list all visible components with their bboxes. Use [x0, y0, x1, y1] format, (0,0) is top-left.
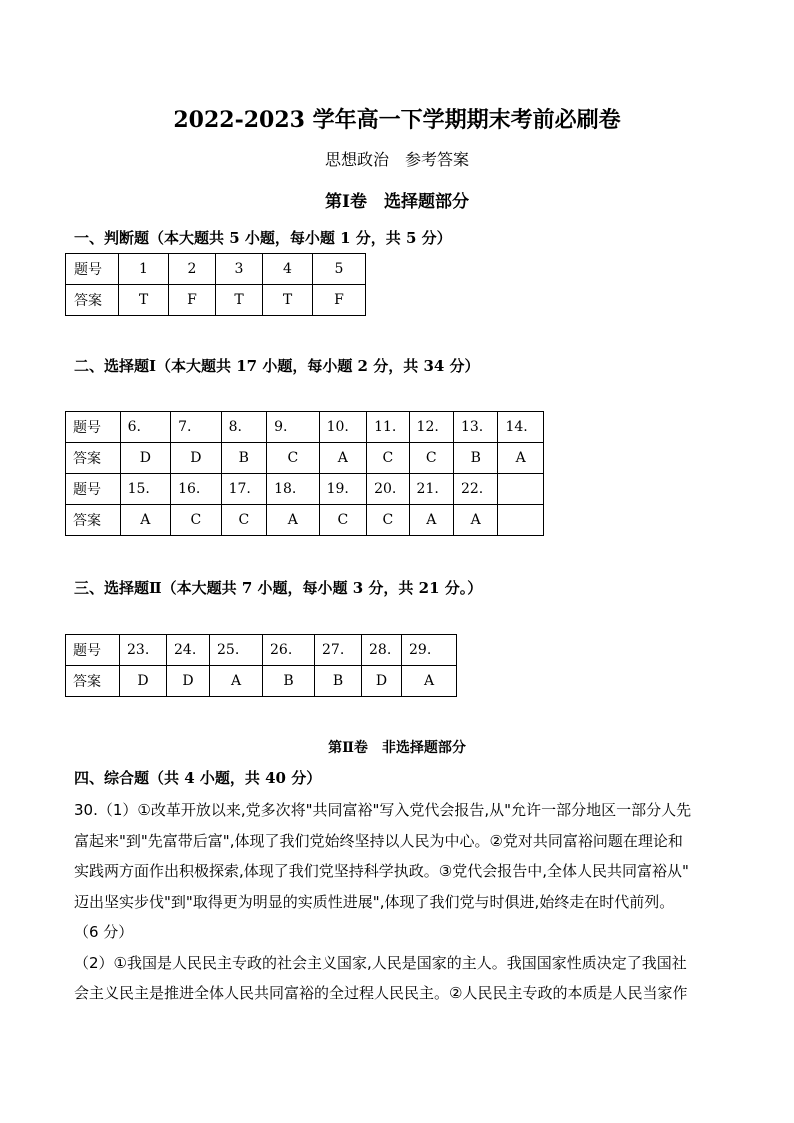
question-number: 9. — [267, 412, 320, 443]
document-subtitle: 思想政治 参考答案 — [324, 150, 469, 169]
answer-line: 会主义民主是推进全体人民共同富裕的全过程人民民主。②人民民主专政的本质是人民当家作 — [74, 984, 688, 1002]
question-number: 28. — [362, 635, 402, 666]
row-label: 答案 — [66, 285, 119, 316]
row-label: 题号 — [66, 474, 121, 505]
answer-cell: A — [319, 443, 366, 474]
question-number: 27. — [315, 635, 362, 666]
answer-cell: F — [313, 285, 366, 316]
question-number: 18. — [267, 474, 320, 505]
answer-cell — [498, 505, 544, 536]
question-number: 11. — [367, 412, 409, 443]
question-number: 7. — [171, 412, 222, 443]
answer-cell: A — [498, 443, 544, 474]
section1-heading: 一、判断题（本大题共 5 小题，每小题 1 分，共 5 分） — [74, 229, 452, 247]
answer-cell: C — [409, 443, 453, 474]
question-number: 20. — [367, 474, 409, 505]
answer-cell: B — [315, 666, 362, 697]
section3-answer-table — [65, 634, 457, 697]
answer-cell: T — [216, 285, 263, 316]
answer-cell: D — [362, 666, 402, 697]
question-number — [498, 474, 544, 505]
table-row — [66, 254, 366, 285]
answer-cell: D — [171, 443, 222, 474]
row-label: 题号 — [66, 635, 120, 666]
table-row — [66, 412, 544, 443]
section4-heading: 四、综合题（共 4 小题，共 40 分） — [74, 769, 322, 787]
answer-cell: B — [453, 443, 497, 474]
answer-cell: A — [453, 505, 497, 536]
question-number: 12. — [409, 412, 453, 443]
section2-heading: 二、选择题Ⅰ（本大题共 17 小题，每小题 2 分，共 34 分） — [74, 357, 480, 375]
question-number: 25. — [210, 635, 263, 666]
question-number: 8. — [221, 412, 266, 443]
answer-cell: F — [169, 285, 216, 316]
answer-cell: A — [402, 666, 457, 697]
answer-cell: C — [319, 505, 366, 536]
row-label: 答案 — [66, 443, 121, 474]
row-label: 题号 — [66, 412, 121, 443]
question-number: 29. — [402, 635, 457, 666]
answer-cell: D — [167, 666, 210, 697]
answer-cell: D — [120, 443, 171, 474]
answer-cell: A — [409, 505, 453, 536]
question-number: 10. — [319, 412, 366, 443]
answer-cell: A — [120, 505, 171, 536]
row-label: 答案 — [66, 666, 120, 697]
part1-title: 第Ⅰ卷 选择题部分 — [325, 192, 469, 212]
table-row — [66, 635, 457, 666]
answer-cell: B — [221, 443, 266, 474]
answer-cell: A — [210, 666, 263, 697]
section3-heading: 三、选择题Ⅱ（本大题共 7 小题，每小题 3 分，共 21 分。） — [74, 579, 483, 597]
question-number: 2 — [169, 254, 216, 285]
answer-cell: T — [263, 285, 313, 316]
question-number: 14. — [498, 412, 544, 443]
answer-cell: C — [367, 443, 409, 474]
question-number: 23. — [120, 635, 167, 666]
question-number: 22. — [453, 474, 497, 505]
document-title: 2022-2023 学年高一下学期期末考前必刷卷 — [173, 107, 621, 133]
question-number: 13. — [453, 412, 497, 443]
section2-answer-table — [65, 411, 544, 536]
question-number: 15. — [120, 474, 171, 505]
answer-cell: C — [367, 505, 409, 536]
answer-line: （2）①我国是人民民主专政的社会主义国家,人民是国家的主人。我国国家性质决定了我国社 — [74, 953, 687, 972]
row-label: 题号 — [66, 254, 119, 285]
question-number: 26. — [263, 635, 315, 666]
answer-cell: A — [267, 505, 320, 536]
answer-line: 迈出坚实步伐"到"取得更为明显的实质性进展",体现了我们党与时俱进,始终走在时代前列。 — [74, 892, 675, 911]
answer-line: 实践两方面作出积极探索,体现了我们党坚持科学执政。③党代会报告中,全体人民共同富裕从" — [74, 862, 689, 880]
answer-cell: B — [263, 666, 315, 697]
answer-line: 富起来"到"先富带后富",体现了我们党始终坚持以人民为中心。②党对共同富裕问题在理论和 — [74, 831, 683, 850]
question-number: 3 — [216, 254, 263, 285]
row-label: 答案 — [66, 505, 121, 536]
question-number: 16. — [171, 474, 222, 505]
question-number: 5 — [313, 254, 366, 285]
question-number: 21. — [409, 474, 453, 505]
table-row — [66, 505, 544, 536]
table-row — [66, 474, 544, 505]
table-row — [66, 443, 544, 474]
answer-cell: T — [119, 285, 169, 316]
section4-answer-text — [74, 795, 724, 1009]
part2-title: 第Ⅱ卷 非选择题部分 — [328, 740, 466, 756]
answer-cell: C — [171, 505, 222, 536]
answer-cell: C — [221, 505, 266, 536]
question-number: 4 — [263, 254, 313, 285]
question-number: 1 — [119, 254, 169, 285]
answer-cell: D — [120, 666, 167, 697]
question-number: 24. — [167, 635, 210, 666]
table-row — [66, 285, 366, 316]
answer-line: （6 分） — [74, 923, 134, 941]
answer-line: 30.（1）①改革开放以来,党多次将"共同富裕"写入党代会报告,从"允许一部分地区一部分人先 — [74, 801, 692, 819]
answer-cell: C — [267, 443, 320, 474]
section1-answer-table — [65, 253, 366, 316]
table-row — [66, 666, 457, 697]
question-number: 6. — [120, 412, 171, 443]
question-number: 17. — [221, 474, 266, 505]
question-number: 19. — [319, 474, 366, 505]
